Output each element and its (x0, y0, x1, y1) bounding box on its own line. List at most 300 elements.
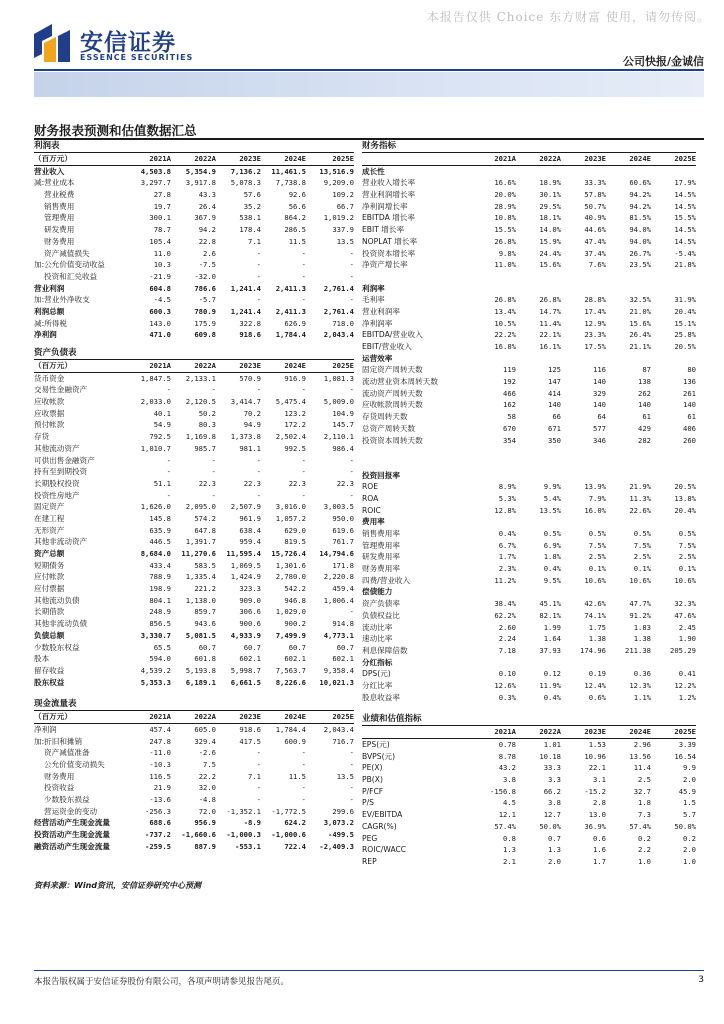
row-label: ROIC/WACC (362, 845, 407, 855)
cell-value: 2.96 (633, 740, 651, 749)
cell-value: 3,073.2 (323, 818, 354, 828)
table-row (34, 396, 354, 408)
table-row (34, 630, 354, 642)
cell-value: - (211, 385, 216, 395)
row-label: 固定资产 (34, 502, 65, 512)
row-label: 经营活动产生现金流量 (34, 818, 110, 828)
cell-value: 23.5% (629, 260, 651, 270)
cell-value: 10.18 (539, 751, 561, 761)
cell-value: 918.6 (239, 330, 261, 340)
cell-value: 2.2 (638, 845, 651, 855)
cell-value: 946.8 (284, 595, 306, 605)
row-label: PE(X) (362, 763, 383, 773)
cell-value: 116 (593, 365, 606, 375)
cell-value: 61 (642, 412, 651, 422)
row-label: 分红比率 (362, 680, 393, 690)
cell-value: 60.7 (198, 642, 216, 652)
cell-value: 7.1 (248, 771, 261, 781)
cell-value: 604.8 (149, 283, 171, 293)
cell-value: 91.2% (629, 610, 651, 620)
table-row (34, 294, 354, 306)
row-label (362, 446, 471, 458)
cell-value: 647.8 (194, 525, 216, 535)
cell-value: 914.8 (332, 619, 354, 629)
cell-value: 21.1% (629, 342, 651, 351)
cell-value: 2,761.4 (323, 306, 354, 316)
row-label: 存货 (34, 432, 50, 442)
cell-value: 2,507.9 (230, 502, 261, 512)
table-row (34, 642, 354, 654)
cell-value: 0.36 (633, 669, 651, 679)
table-row (34, 455, 354, 467)
indicator-group-title (362, 166, 696, 178)
cell-value: 2,120.5 (185, 397, 216, 407)
cell-value: - (256, 748, 261, 758)
year-header: 2022A (539, 154, 561, 163)
cell-value: 9.5% (543, 575, 561, 585)
row-label: 投资和汇兑收益 (44, 271, 98, 281)
table-row (34, 536, 354, 548)
cell-value: - (256, 760, 261, 769)
cell-value: 147 (548, 377, 561, 387)
table-row (34, 571, 354, 583)
table-row (34, 201, 354, 213)
cell-value: - (166, 385, 171, 395)
row-label: 投资收益 (44, 783, 75, 793)
cell-value: 50.7% (584, 201, 606, 211)
cell-value (561, 458, 606, 470)
table-row (34, 782, 354, 794)
cell-value: 2.8 (593, 798, 606, 808)
cell-value: - (256, 260, 261, 270)
cell-value: 54.9 (153, 420, 171, 430)
year-header: 2021A (149, 154, 171, 163)
cell-value: 1.53 (588, 740, 606, 749)
row-label: 应付票据 (34, 584, 65, 594)
cell-value: -13.6 (149, 795, 171, 805)
cell-value: -11.0 (149, 748, 171, 758)
table-row (34, 759, 354, 771)
cell-value: 0.1% (588, 564, 606, 574)
cell-value: -5.7 (198, 295, 216, 305)
cell-value: - (349, 248, 354, 258)
table-header-row (34, 711, 354, 724)
row-label: 其他流动资产 (34, 443, 80, 453)
cell-value: 3,297.7 (140, 178, 171, 188)
row-label: 投资资本增长率 (362, 248, 416, 258)
year-header: 2022A (539, 727, 561, 737)
cell-value: 74.1% (584, 610, 606, 620)
row-label: 资产减值损失 (44, 248, 90, 258)
cell-value: -7.5 (198, 260, 216, 270)
cell-value: 19.7 (153, 201, 171, 211)
table-row (362, 259, 696, 271)
row-label: 留存收益 (34, 665, 65, 675)
cell-value: 94.2 (198, 225, 216, 235)
cell-value: 109.2 (332, 190, 354, 200)
cell-value: 6,189.1 (185, 677, 216, 687)
row-label (362, 271, 471, 283)
cell-value: 62.2% (494, 610, 516, 620)
table-row (362, 774, 696, 786)
cell-value: 80 (687, 365, 696, 375)
year-header: 2022A (194, 361, 216, 370)
cell-value: 1,391.7 (185, 537, 216, 547)
cell-value: - (349, 490, 354, 500)
row-label: EBIT/营业收入 (362, 342, 412, 351)
cell-value: 20.5% (674, 342, 696, 351)
cell-value: 145.7 (332, 420, 354, 430)
table-row (34, 806, 354, 818)
cash-flow-table (34, 698, 354, 852)
cell-value: 916.9 (284, 373, 306, 383)
header-band (34, 72, 704, 97)
footer-divider (34, 970, 704, 971)
row-label: 在建工程 (34, 513, 65, 523)
cell-value: 900.2 (284, 619, 306, 629)
row-label: PEG (362, 833, 378, 843)
cell-value: 918.6 (239, 724, 261, 734)
cell-value: 900.6 (239, 619, 261, 629)
cell-value (606, 446, 651, 458)
year-header: 2023E (239, 154, 261, 163)
cell-value: 635.9 (149, 525, 171, 535)
cell-value: 22.3 (336, 478, 354, 488)
table-row (362, 751, 696, 763)
cell-value: 87 (642, 365, 651, 375)
cell-value: 323.3 (239, 584, 261, 594)
row-label: BVPS(元) (362, 751, 396, 761)
cell-value: - (211, 467, 216, 477)
cell-value: -737.2 (145, 830, 171, 840)
row-label: 其他非流动资产 (34, 537, 88, 547)
cell-value: 43.2 (498, 763, 516, 773)
table-row (34, 841, 354, 853)
cell-value: -553.1 (235, 841, 261, 851)
row-label: 流动资产周转天数 (362, 388, 423, 398)
cell-value: 26.7% (629, 248, 651, 258)
cell-value: 11.5 (288, 771, 306, 781)
cell-value: 11,270.6 (181, 549, 216, 558)
row-label: 毛利率 (362, 295, 385, 305)
cell-value: - (349, 467, 354, 477)
table-row (362, 306, 696, 318)
cell-value: -1,660.6 (181, 830, 216, 840)
cell-value: 1,010.7 (140, 443, 171, 453)
table-row (34, 189, 354, 201)
row-label: 营业收入增长率 (362, 178, 416, 188)
cell-value: 40.9% (584, 213, 606, 223)
row-label: 资产负债率 (362, 599, 400, 609)
cell-value: 61 (687, 412, 696, 422)
cell-value: 433.4 (149, 560, 171, 570)
table-row (362, 423, 696, 435)
section-title: 财务报表预测和估值数据汇总 (34, 123, 197, 138)
cell-value: 956.9 (194, 818, 216, 828)
cell-value: 25.8% (674, 330, 696, 340)
cell-value: 1.7 (593, 856, 606, 866)
row-label: 投资性房地产 (34, 490, 80, 500)
cell-value: 306.6 (239, 607, 261, 617)
row-label: ROE (362, 482, 379, 492)
cell-value: 2,043.4 (323, 724, 354, 734)
unit-label (362, 153, 471, 165)
cell-value: 583.5 (194, 560, 216, 570)
table-row (362, 575, 696, 587)
cell-value: 5.4% (543, 493, 561, 503)
cell-value: 0.7 (548, 833, 561, 843)
cell-value: 13.4% (494, 306, 516, 316)
cell-value: - (256, 295, 261, 305)
table-row (34, 747, 354, 759)
row-label: 股息收益率 (362, 692, 400, 702)
cell-value: 42.6% (584, 599, 606, 609)
cell-value: 10.6% (629, 575, 651, 585)
cell-value: 5,081.5 (185, 630, 216, 640)
table-row (362, 201, 696, 213)
cell-value: -10.3 (149, 760, 171, 769)
cell-value: 221.2 (194, 584, 216, 594)
cell-value: 14,794.6 (319, 549, 354, 558)
cell-value: -21.9 (149, 271, 171, 281)
cell-value: 0.1% (678, 564, 696, 574)
cell-value: - (301, 490, 306, 500)
cell-value: - (166, 455, 171, 465)
cell-value: 140 (593, 400, 606, 410)
cell-value: -8.9 (243, 818, 261, 828)
row-label: 净利润 (34, 330, 57, 340)
cell-value: 0.1% (633, 564, 651, 574)
cell-value: 1.6 (593, 845, 606, 855)
table-row (34, 490, 354, 502)
cell-value: 864.2 (284, 213, 306, 223)
cell-value: - (349, 795, 354, 805)
row-label: 应收帐款 (34, 397, 65, 407)
cell-value: -1,000.3 (226, 830, 261, 840)
cell-value: 0.5% (543, 529, 561, 538)
table-title: 利润表 (34, 140, 354, 153)
cell-value: 37.93 (539, 645, 561, 655)
table-header-row (34, 153, 354, 166)
cell-value: 12.3% (629, 680, 651, 690)
cell-value: 12.7 (543, 810, 561, 820)
cell-value: 119 (503, 365, 516, 375)
cell-value: -156.8 (490, 786, 516, 796)
cell-value: 471.0 (149, 330, 171, 340)
cell-value: 80.3 (198, 420, 216, 430)
cell-value: 57.8% (584, 190, 606, 200)
indicator-group-title (362, 657, 696, 669)
cell-value: 123.2 (284, 408, 306, 418)
row-label: 研发费用率 (362, 552, 400, 562)
cell-value: 205.29 (670, 645, 696, 655)
table-row (34, 259, 354, 271)
cell-value: 260 (683, 435, 696, 445)
row-label: 少数股东权益 (34, 642, 80, 652)
group-label: 费用率 (362, 517, 385, 527)
table-row (34, 771, 354, 783)
cell-value: 248.9 (149, 607, 171, 617)
cell-value: 2.3% (498, 564, 516, 574)
year-header: 2025E (332, 154, 354, 163)
row-label: 营业收入 (34, 166, 65, 176)
group-label: 投资回报率 (362, 470, 400, 480)
table-row (34, 248, 354, 260)
cell-value: 574.2 (194, 513, 216, 523)
cell-value: 21.0% (629, 306, 651, 316)
cell-value: 22.2% (494, 330, 516, 340)
cell-value: 0.12 (543, 669, 561, 679)
row-label: 净资产增长率 (362, 260, 408, 270)
cell-value: 0.78 (498, 740, 516, 749)
row-label: 股东权益 (34, 677, 65, 687)
cell-value: 64 (597, 412, 606, 422)
cell-value: 178.4 (239, 225, 261, 235)
row-label: EV/EBITDA (362, 810, 403, 820)
cell-value: -1,352.1 (226, 806, 261, 816)
cell-value: 16.1% (539, 342, 561, 351)
cell-value: 670 (503, 423, 516, 433)
cell-value: 12.2% (674, 680, 696, 690)
cell-value: 786.6 (194, 283, 216, 293)
cell-value: 50.0% (539, 821, 561, 831)
cell-value: 15.9% (539, 236, 561, 246)
row-label: 其他流动负债 (34, 595, 80, 605)
cell-value: 2.0 (683, 775, 696, 785)
cell-value: 5.3% (498, 493, 516, 503)
cell-value: -499.5 (328, 830, 354, 840)
cell-value: 2,502.4 (275, 432, 306, 442)
row-label: 持有至到期投资 (34, 467, 88, 477)
row-label: 净利润率 (362, 318, 393, 328)
cell-value: - (256, 467, 261, 477)
table-row (34, 431, 354, 443)
row-label: 货币资金 (34, 373, 65, 383)
table-header-row (362, 726, 696, 739)
cell-value: 1,424.9 (230, 572, 261, 582)
cell-value: 0.6% (588, 692, 606, 702)
cell-value: 7.5% (588, 540, 606, 550)
indicator-group-title (362, 283, 696, 295)
year-header: 2025E (674, 154, 696, 163)
cell-value: 26.4 (198, 201, 216, 211)
cell-value: 14.0% (539, 225, 561, 235)
row-label: 应收帐款周转天数 (362, 400, 423, 410)
table-row (362, 563, 696, 575)
cell-value: 1.8% (543, 552, 561, 562)
cell-value: 17.5% (584, 342, 606, 351)
cell-value: - (349, 760, 354, 769)
row-label: 少数股东损益 (44, 795, 90, 805)
cell-value: 13.5% (539, 505, 561, 515)
cell-value: 15.6% (629, 318, 651, 328)
indicator-group-title (362, 353, 696, 365)
row-label: 应付帐款 (34, 572, 65, 582)
table-row (362, 224, 696, 236)
cell-value: 0.10 (498, 669, 516, 679)
group-label: 偿债能力 (362, 587, 393, 597)
cell-value: 10.3 (153, 260, 171, 270)
cell-value: 1,057.2 (275, 513, 306, 523)
cell-value: 1.99 (543, 622, 561, 632)
cell-value: 10.6% (584, 575, 606, 585)
cell-value: 0.41 (678, 669, 696, 679)
cell-value: -2,409.3 (319, 841, 354, 851)
cell-value: 33.3 (543, 763, 561, 773)
table-row (362, 329, 696, 341)
cell-value: 7,499.9 (275, 630, 306, 640)
cell-value: 959.4 (239, 537, 261, 547)
cell-value: -256.3 (145, 806, 171, 816)
cell-value: 23.3% (584, 330, 606, 340)
cell-value: 2,110.1 (323, 432, 354, 442)
table-title: 现金流量表 (34, 698, 354, 711)
cell-value: 0.6 (593, 833, 606, 843)
group-label: 利润率 (362, 283, 385, 293)
cell-value: 11.4 (633, 763, 651, 773)
table-row (362, 411, 696, 423)
table-row (362, 364, 696, 376)
table-row (34, 212, 354, 224)
cell-value: 66.7 (336, 201, 354, 211)
cell-value: 299.6 (332, 806, 354, 816)
cell-value: 2,043.4 (323, 330, 354, 340)
cell-value: 3.8 (503, 775, 516, 785)
cell-value: 1.5 (683, 798, 696, 808)
row-label: 公允价值变动损失 (44, 760, 105, 769)
cell-value: 2,411.3 (275, 306, 306, 316)
cell-value: 2.0 (548, 856, 561, 866)
cell-value: 140 (683, 400, 696, 410)
table-title: 资产负债表 (34, 347, 354, 360)
cell-value: 26.8% (494, 295, 516, 305)
cell-value: 909.0 (239, 595, 261, 605)
cell-value: 15.1% (674, 318, 696, 328)
cell-value: 56.6 (288, 201, 306, 211)
cell-value: 950.0 (332, 513, 354, 523)
cell-value: 94.0% (629, 225, 651, 235)
cell-value: 1,006.4 (323, 595, 354, 605)
cell-value (561, 271, 606, 283)
table-row (34, 548, 354, 560)
cell-value: 22.3 (288, 478, 306, 488)
cell-value: 943.6 (194, 619, 216, 629)
cell-value: 21.8% (674, 260, 696, 270)
cell-value: -2.6 (198, 748, 216, 758)
cell-value: 7.9% (588, 493, 606, 503)
cell-value: 66.2 (543, 786, 561, 796)
row-label: 利息保障倍数 (362, 645, 408, 655)
copyright-footer: 本报告版权属于安信证券股份有限公司，各项声明请参见报告尾页。 (34, 977, 290, 987)
cell-value: 2.5 (638, 775, 651, 785)
cell-value: 9.9% (543, 482, 561, 492)
cell-value: 3.39 (678, 740, 696, 749)
row-label: 资产减值准备 (44, 748, 90, 758)
cell-value: 7.6% (588, 260, 606, 270)
cell-value: 570.9 (239, 373, 261, 383)
table-row (362, 668, 696, 680)
cell-value: - (256, 385, 261, 395)
report-type: 公司快报/金诚信 (622, 55, 704, 68)
cell-value: 459.4 (332, 584, 354, 594)
table-header-row (34, 360, 354, 373)
cell-value: 414 (548, 388, 561, 398)
row-label: 四费/营业收入 (362, 575, 411, 585)
financial-indicators-table (362, 140, 696, 703)
income-statement-table (34, 140, 354, 341)
cell-value: 15.6% (539, 260, 561, 270)
cell-value: 0.4% (498, 529, 516, 538)
